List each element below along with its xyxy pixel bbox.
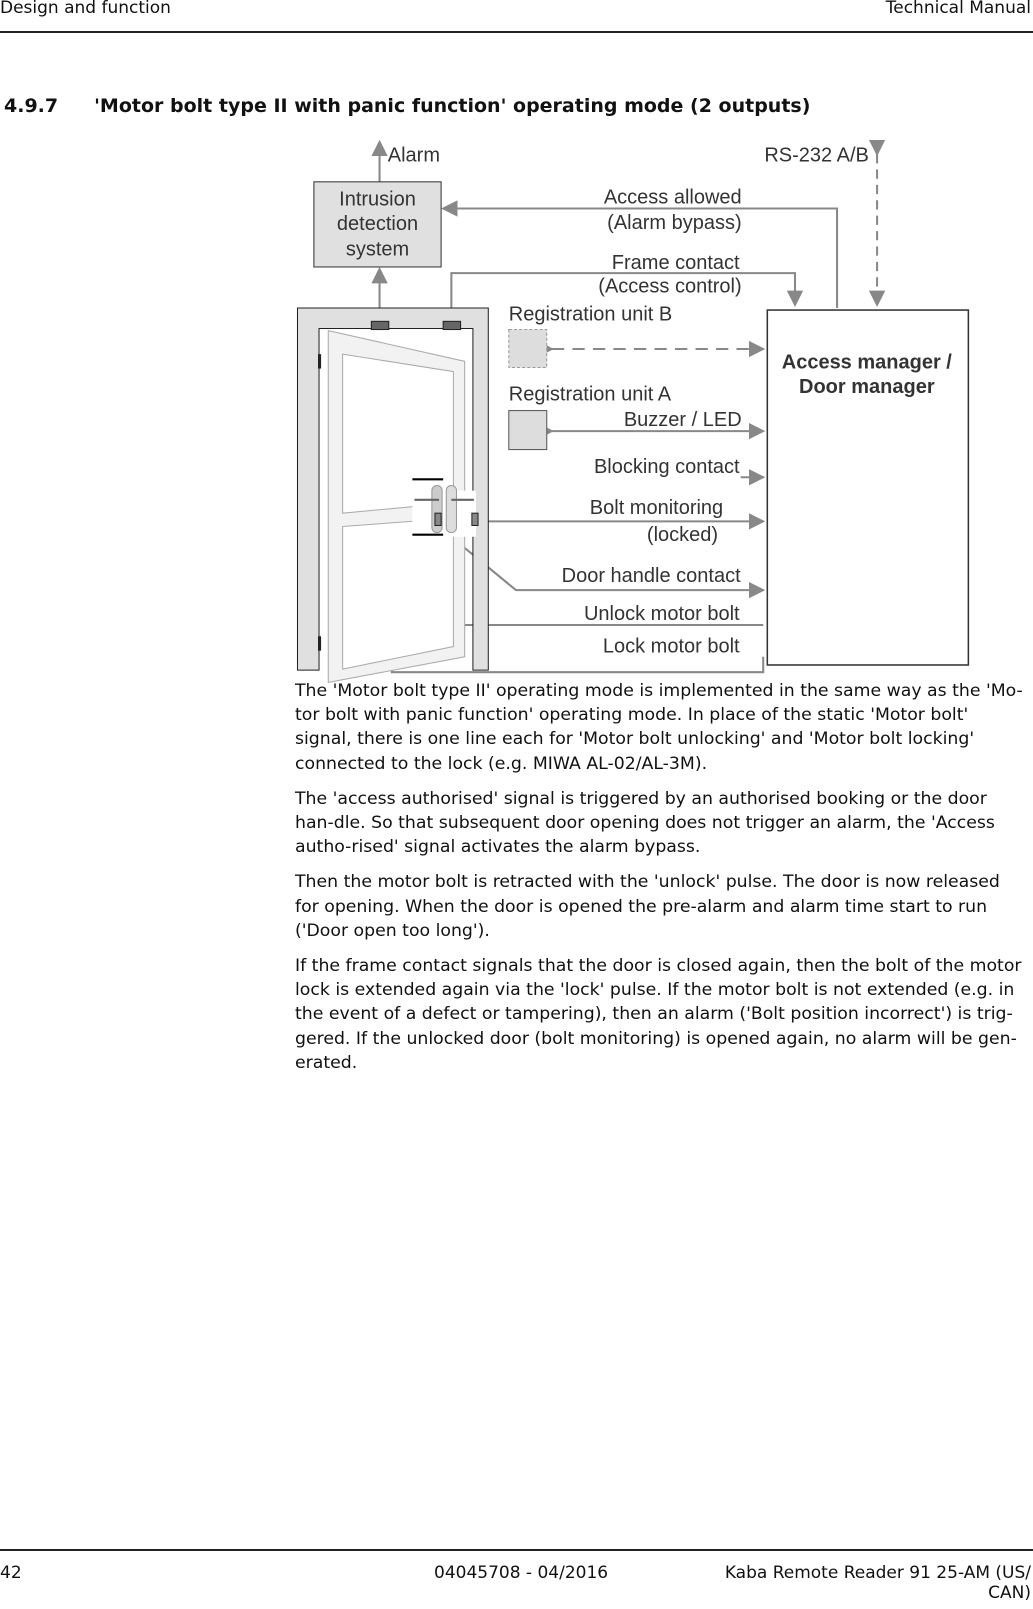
header-left: Design and function xyxy=(0,0,171,18)
frame-contact-label: Frame contact xyxy=(611,252,740,275)
unlock-label: Unlock motor bolt xyxy=(583,602,740,625)
access-allowed-label: Access allowed xyxy=(603,186,742,209)
product-name xyxy=(725,1563,1031,1603)
reg-b-label: Registration unit B xyxy=(508,303,673,326)
doc-number: 04045708 - 04/2016 xyxy=(434,1563,609,1583)
ids-label: detection xyxy=(336,213,419,236)
registration-unit-b xyxy=(509,330,547,368)
blocking-label: Blocking contact xyxy=(593,456,740,479)
access-control-label: (Access control) xyxy=(598,275,742,298)
section-title: 'Motor bolt type II with panic function' operating mode (2 outputs) xyxy=(94,95,811,117)
door-handle-label: Door handle contact xyxy=(561,564,741,587)
rs232-label: RS-232 A/B xyxy=(764,144,869,167)
registration-unit-a xyxy=(509,411,547,450)
svg-text:Intrusiondetectionsystem xyxy=(337,188,418,260)
sensor-icon xyxy=(443,321,460,329)
paragraph: Then the motor bolt is retracted with the 'unlock' pulse. The door is now released for opening. When the door is opened the pre-alarm and alarm time start to run ('Door open too long'). xyxy=(295,872,1000,941)
section-number: 4.9.7 xyxy=(4,95,59,117)
manager-label: Door manager xyxy=(799,376,935,399)
body-text xyxy=(295,679,1028,1086)
sensor-icon xyxy=(371,321,388,329)
paragraph: The 'Motor bolt type II' operating mode is implemented in the same way as the 'Mo-tor bolt with panic function' operating mode. In place of the static 'Motor bolt' signal, there is one line each for 'Motor bolt unlocking' and 'Motor bolt locking' connected to the lock (e.g. MIWA AL-02/AL-3M). xyxy=(295,681,1023,774)
alarm-label: Alarm xyxy=(387,144,440,167)
ids-label: Intrusion xyxy=(339,188,416,211)
footer-rule xyxy=(0,1549,1033,1551)
ids-label: system xyxy=(345,238,410,261)
product-line2: CAN) xyxy=(988,1583,1031,1603)
bolt-monitoring-label: Bolt monitoring xyxy=(589,497,724,520)
locked-label: (locked) xyxy=(646,523,719,546)
header-right: Technical Manual xyxy=(885,0,1031,18)
product-line1: Kaba Remote Reader 91 25-AM (US/ xyxy=(724,1563,1031,1583)
manager-label: Access manager / xyxy=(781,351,952,374)
paragraph: The 'access authorised' signal is triggered by an authorised booking or the door han-dle. So that subsequent door opening does not trigger an alarm, the 'Access autho-rised' signal activates the alarm bypass. xyxy=(295,788,995,858)
reg-a-label: Registration unit A xyxy=(508,383,672,406)
paragraph: If the frame contact signals that the door is closed again, then the bolt of the motor lock is extended again via the 'lock' pulse. If the motor bolt is not extended (e.g. in the event of a defect or tampering), then an alarm ('Bolt position incorrect') is trig-gered. If the unlocked door (bolt monitoring) is opened again, no alarm will be gen-erated. xyxy=(295,956,1022,1073)
page-number: 42 xyxy=(0,1563,22,1583)
door-illustration xyxy=(297,308,488,682)
buzzer-label: Buzzer / LED xyxy=(623,408,742,431)
lock-label: Lock motor bolt xyxy=(602,635,740,658)
alarm-bypass-label: (Alarm bypass) xyxy=(607,212,742,235)
